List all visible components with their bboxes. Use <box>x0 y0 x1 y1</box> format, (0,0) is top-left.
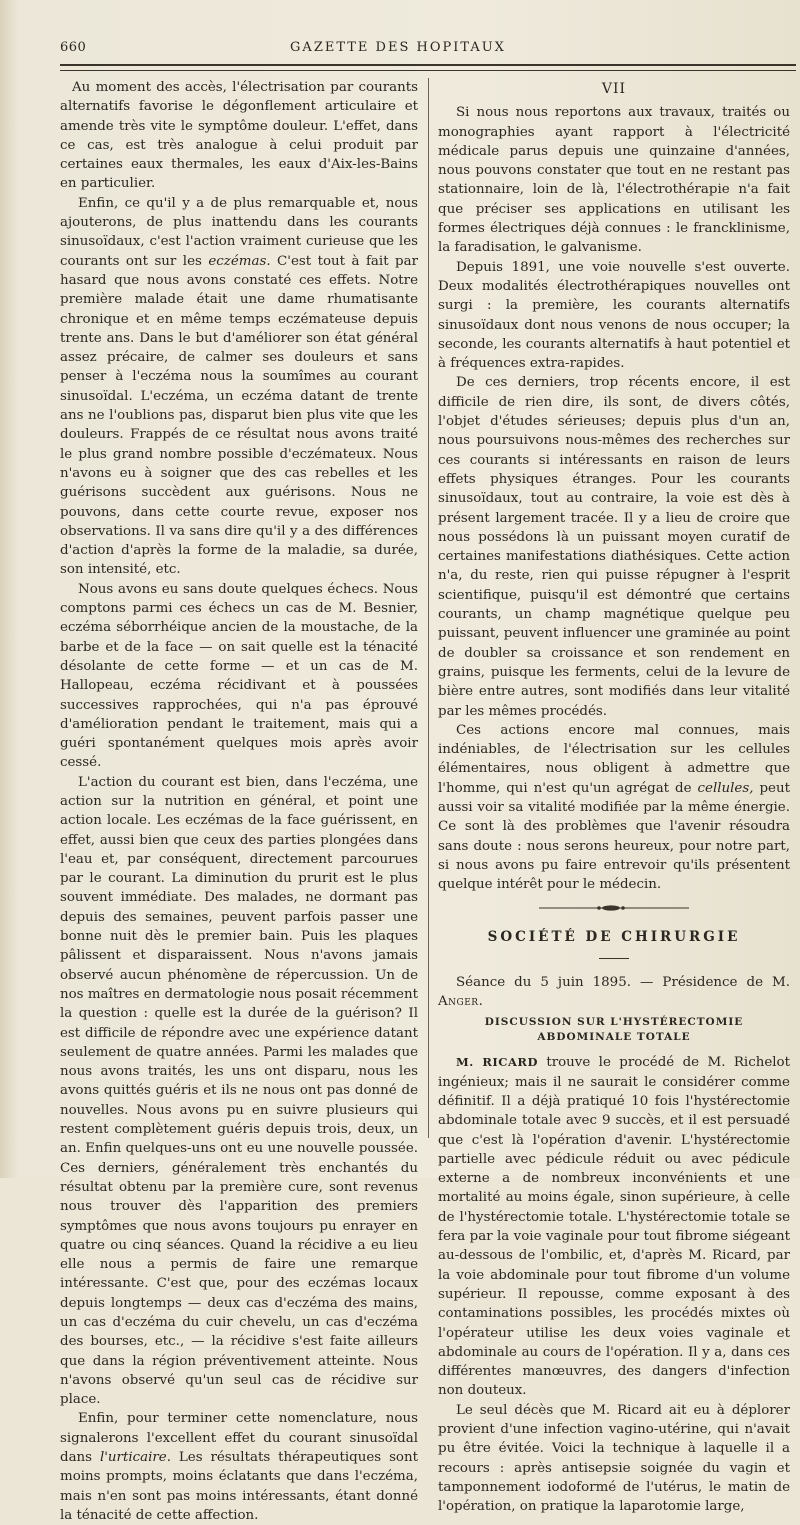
discussion-title: DISCUSSION SUR L'HYSTÉRECTOMIE ABDOMINALE TOTALE <box>484 1016 744 1044</box>
speaker-name: M. RICARD <box>456 1055 538 1070</box>
running-title: GAZETTE DES HOPITAUX <box>290 40 506 55</box>
paragraph <box>438 721 790 895</box>
paragraph-text: Enfin, pour terminer cette nomenclature, nous signalerons l'excellent effet du courant sinusoïdal dans <box>60 1411 418 1466</box>
paragraph: Depuis 1891, une voie nouvelle s'est ouverte. Deux modalités électrothérapiques nouvelles ont surgi : la première, les courants alternatifs sinusoïdaux dont nous venons de nous occuper; la seconde, les courants alternatifs à haut potentiel et à fréquences extra-rapides. <box>438 259 790 372</box>
paragraph: Si nous nous reportons aux travaux, traités ou monographies ayant rapport à l'électricité médicale parus depuis une quinzaine d'années, nous pouvons constater que tout en ne restant pas stationnaire, loin de là, l'électrothérapie n'a fait que préciser ses applications en utilisant les formes électriques déjà connues : le francklinisme, la faradisation, le galvanisme. <box>438 105 790 256</box>
paragraph <box>60 194 418 580</box>
paragraph-text: Enfin, ce qu'il y a de plus remarquable et, nous ajouterons, de plus inattendu dans les courants sinusoïdaux, c'est l'action vraiment curieuse que les courants ont sur les <box>60 195 418 269</box>
paragraph <box>438 1053 790 1400</box>
paragraph: De ces derniers, trop récents encore, il est difficile de rien dire, ils sont, de divers côtés, l'objet d'études sérieuses; depuis plus d'un an, nous poursuivons nous-mêmes des recherches sur ces courants si intéressants en raison de leurs effets physiques étranges. Pour les courants sinusoïdaux, tout au contraire, la voie est dès à présent largement tracée. Il y a lieu de croire que nous possédons là un puissant moyen curatif de certaines manifestations diathésiques. Cette action n'a, du reste, rien qui puisse répugner à l'esprit scientifique, puisqu'il est démontré que certains courants, un champ magnétique quelque peu puissant, peuvent influencer une graminée au point de doubler sa croissance et son rendement en grains, puisque les ferments, celui de la levure de bière entre autres, sont modifiés dans leur vitalité par les mêmes procédés. <box>438 375 790 719</box>
left-column <box>60 78 418 1525</box>
paragraph-text: Ces actions encore mal connues, mais indéniables, de l'électrisation sur les cellules élémentaires, nous obligent à admettre que l'homme, qui n'est qu'un agrégat de <box>438 722 790 796</box>
paragraph: Nous avons eu sans doute quelques échecs. Nous comptons parmi ces échecs un cas de M. Besnier, eczéma séborrhéique ancien de la moustache, de la barbe et de la face — on sait quelle est la ténacité désolante de cette forme — et un cas de M. Hallopeau, eczéma récidivant et à poussées successives rapprochées, qui n'a pas éprouvé d'amélioration pendant le traitement, mais qui a guéri spontanément quelques mois après avoir cessé. <box>60 581 418 771</box>
italic-term: cellules, <box>697 780 754 796</box>
paragraph-text: peut aussi voir sa vitalité modifiée par la même énergie. Ce sont là des problèmes que l'avenir résoudra sans doute : nous serons heureux, pour notre part, si nous avons pu faire entrevoir qu'ils présentent quelque intérêt pour le médecin. <box>438 780 790 893</box>
paragraph: Le seul décès que M. Ricard ait eu à déplorer provient d'une infection vagino-utérine, qui n'avait pu être évitée. Voici la technique à laquelle il a recours : après antisepsie soignée du vagin et tamponnement iodoformé de l'utérus, le matin de l'opération, on pratique la laparotomie large, <box>438 1402 790 1515</box>
paragraph: Au moment des accès, l'électrisation par courants alternatifs favorise le dégonflement articulaire et amende très vite le symptôme douleur. L'effet, dans ce cas, est très analogue à celui produit par certaines eaux thermales, les eaux d'Aix-les-Bains en particulier. <box>60 80 418 192</box>
society-title: SOCIÉTÉ DE CHIRURGIE <box>487 929 741 946</box>
header-rule-thin <box>60 70 796 71</box>
paragraph-text: C'est tout à fait par hasard que nous avons constaté ces effets. Notre première malade était une dame rhumatisante chronique et en même temps eczémateuse depuis trente ans. Dans le but d'améliorer son état général assez précaire, de calmer ses douleurs et sans penser à l'eczéma nous la soumîmes au courant sinusoïdal. L'eczéma, un eczéma datant de trente ans ne l'oublions pas, disparut bien plus vite que les douleurs. Frappés de ce résultat nous avons traité le plus grand nombre possible d'eczémateux. Nous n'avons eu à soigner que des cas rebelles et les guérisons succèdent aux guérisons. Nous ne pouvons, dans cette courte revue, exposer nos observations. Il va sans dire qu'il y a des différences d'action d'après la forme de la maladie, sa durée, son intensité, etc. <box>60 253 418 578</box>
italic-term: l'urticaire. <box>99 1450 171 1466</box>
seance-text: Séance du 5 juin 1895. — Présidence de M. <box>456 974 790 990</box>
header-rule <box>60 64 796 66</box>
paragraph <box>60 1409 418 1525</box>
seance-line <box>438 973 790 1012</box>
section-number: VII <box>601 81 627 97</box>
paragraph-text: Les résultats thérapeutiques sont moins prompts, moins éclatants que dans l'eczéma, mais n'en sont pas moins intéressants, étant donné la ténacité de cette affection. <box>60 1450 419 1523</box>
title-rule <box>599 958 629 959</box>
page-number: 660 <box>60 40 87 55</box>
column-divider <box>428 78 429 1138</box>
italic-term: eczémas. <box>208 253 271 269</box>
president-name: Anger. <box>438 994 484 1010</box>
section-separator-ornament <box>539 904 689 912</box>
page-header <box>58 36 798 58</box>
right-column <box>438 78 790 1516</box>
paragraph: L'action du courant est bien, dans l'eczéma, une action sur la nutrition en général, et point une action locale. Les eczémas de la face guérissent, en effet, aussi bien que ceux des parties plongées dans l'eau et, par conséquent, directement parcourues par le courant. La diminution du prurit est le plus souvent immédiate. Des malades, ne dormant pas depuis des semaines, peuvent parfois passer une bonne nuit dès le premier bain. Puis les plaques pâlissent et disparaissent. Nous n'avons jamais observé aucun phénomène de répercussion. Un de nos maîtres en dermatologie nous posait récemment la question : quelle est la durée de la guérison? Il est difficile de répondre avec une expérience datant seulement de quatre années. Parmi les malades que nous avons traités, les uns ont disparu, nous les avons quittés guéris et ils ne nous ont pas donné de nouvelles. Nous avons pu en suivre plusieurs qui restent complètement guéris depuis trois, deux, un an. Enfin quelques-uns ont eu une nouvelle poussée. Ces derniers, généralement très enchantés du résultat obtenu par la première cure, sont revenus nous trouver dès l'apparition des premiers symptômes que nous avons toujours pu enrayer en quatre ou cinq séances. Quand la récidive a eu lieu elle nous a permis de faire une remarque intéressante. C'est que, pour des eczémas locaux depuis longtemps — deux cas d'eczéma des mains, un cas d'eczéma du cuir chevelu, un cas d'eczéma des bourses, etc., — la récidive s'est faite ailleurs que dans la région préventivement atteinte. Nous n'avons observé qu'un seul cas de récidive sur place. <box>60 774 418 1408</box>
paragraph-text: trouve le procédé de M. Richelot ingénieux; mais il ne saurait le considérer comme définitif. Il a déjà pratiqué 10 fois l'hystérectomie abdominale totale avec 9 succès, et il est persuadé que c'est là l'opération d'avenir. L'hystérectomie partielle avec pédicule réduit ou avec pédicule externe a de nombreux inconvénients et une mortalité au moins égale, sinon supérieure, à celle de l'hystérectomie totale. L'hystérectomie totale se fera par la voie vaginale pour tout fibrome siégeant au-dessous de l'ombilic, et, d'après M. Ricard, par la voie abdominale pour tout fibrome d'un volume supérieur. Il repousse, comme exposant à des contaminations possibles, les procédés mixtes où l'opérateur utilise les deux voies vaginale et abdominale au cours de l'opération. Il y a, dans ces différentes manœuvres, des dangers d'infection non douteux. <box>438 1055 790 1399</box>
